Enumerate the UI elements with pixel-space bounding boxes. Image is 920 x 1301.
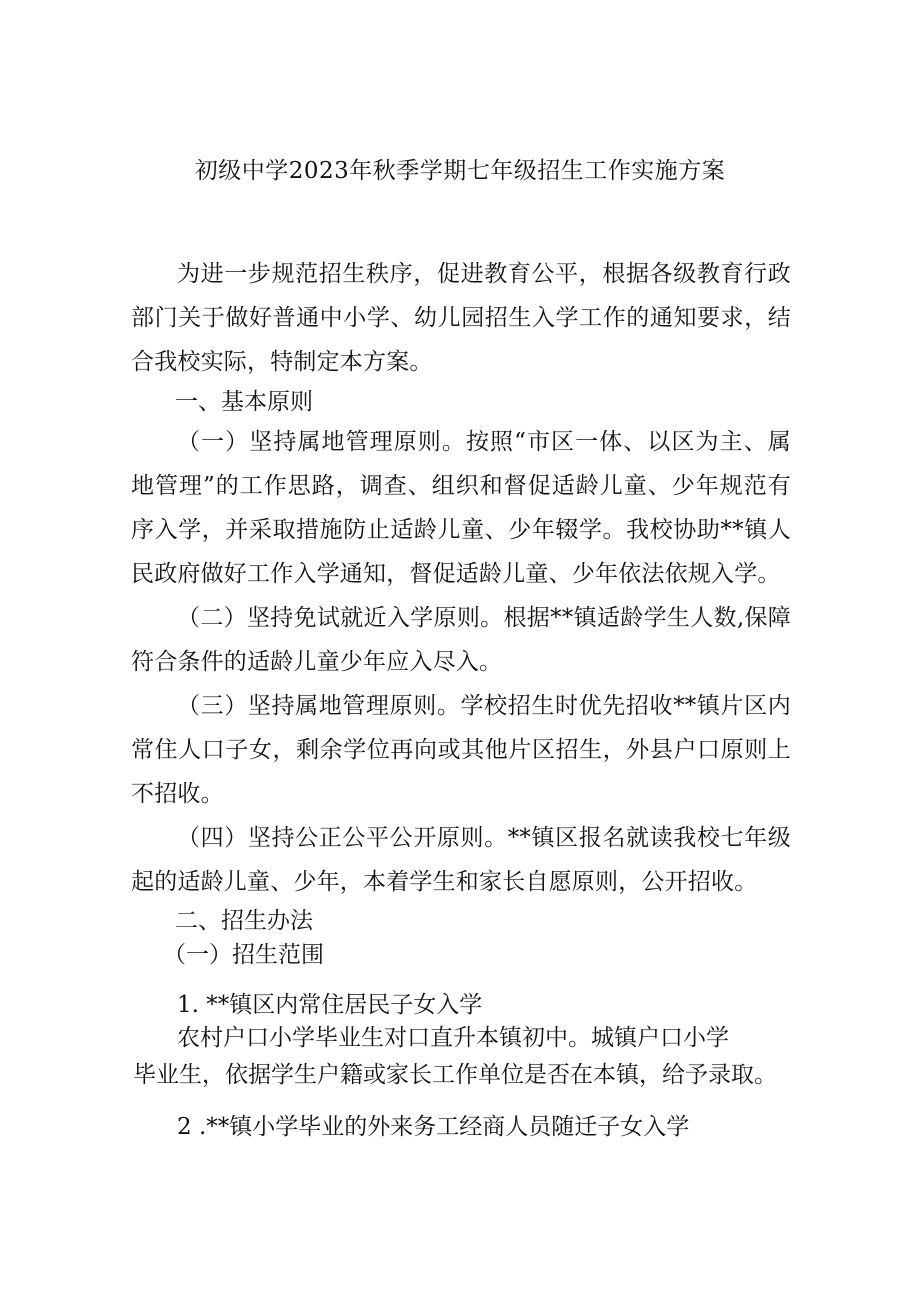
document-title: 初级中学2023年秋季学期七年级招生工作实施方案 (194, 158, 726, 184)
section-heading-enrollment-methods: 二、招生办法 (175, 908, 313, 934)
item-1-line-2: 毕业生，依据学生户籍或家长工作单位是否在本镇，给予录取。 (133, 1062, 777, 1088)
principle-paragraph-3: （三）坚持属地管理原则。学校招生时优先招收**镇片区内常住人口子女，剩余学位再向或其他片区招生，外县户口原则上不招收。 (131, 693, 791, 807)
principle-paragraph-1: （一）坚持属地管理原则。按照“市区一体、以区为主、属地管理”的工作思路，调查、组织和督促适龄儿童、少年规范有序入学，并采取措施防止适龄儿童、少年辍学。我校协助**镇人民政府做好工作入学通知，督促适龄儿童、少年依法依规入学。 (131, 429, 791, 587)
subsection-heading-scope: （一）招生范围 (163, 942, 324, 968)
item-heading-2: 2 .**镇小学毕业的外来务工经商人员随迁子女入学 (177, 1114, 690, 1140)
principle-paragraph-4: （四）坚持公正公平公开原则。**镇区报名就读我校七年级起的适龄儿童、少年，本着学生和家长自愿原则，公开招收。 (131, 825, 791, 895)
item-1-line-1: 农村户口小学毕业生对口直升本镇初中。城镇户口小学 (177, 1025, 729, 1051)
principle-paragraph-2: （二）坚持免试就近入学原则。根据**镇适龄学生人数,保障符合条件的适龄儿童少年应入尽入。 (131, 605, 791, 675)
item-heading-1: 1. **镇区内常住居民子女入学 (177, 992, 483, 1018)
section-heading-basic-principles: 一、基本原则 (175, 389, 313, 415)
intro-paragraph: 为进一步规范招生秩序，促进教育公平，根据各级教育行政部门关于做好普通中小学、幼儿园招生入学工作的通知要求，结合我校实际，特制定本方案。 (131, 261, 791, 375)
